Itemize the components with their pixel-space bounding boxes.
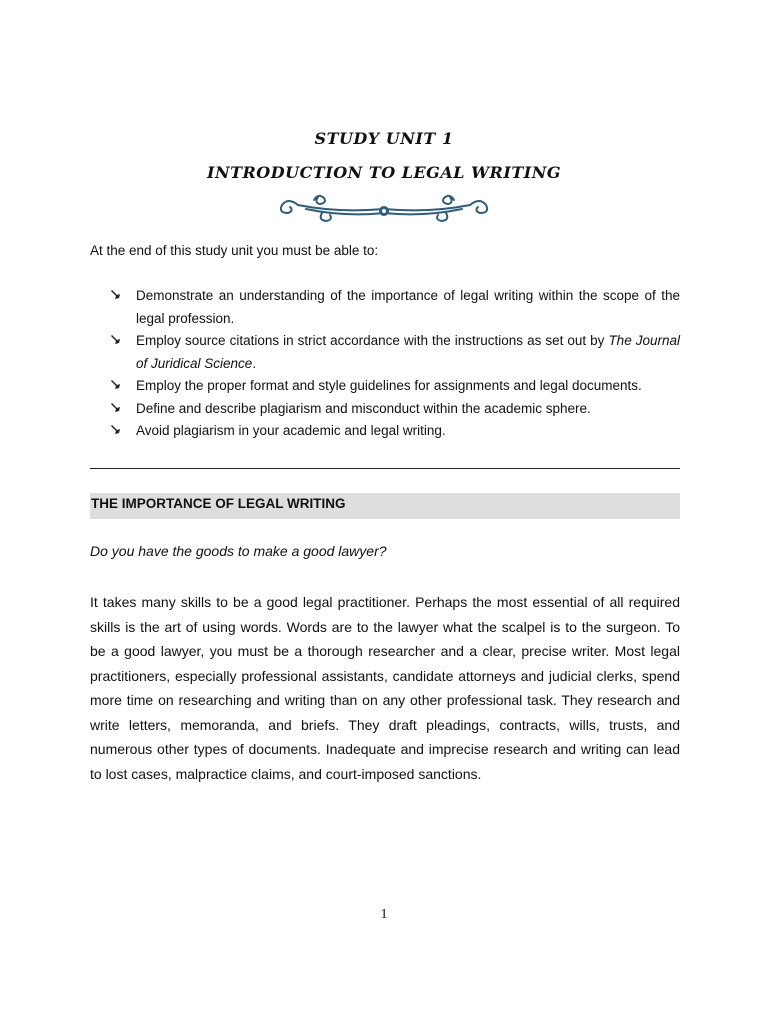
scroll-ornament-icon: [278, 191, 490, 223]
list-item: [110, 285, 680, 330]
objectives-list: [110, 285, 680, 443]
pointing-hand-icon: [110, 379, 122, 391]
journal-title: The Journal of Juridical Science: [136, 333, 680, 371]
list-item: [110, 420, 680, 443]
objectives-intro: At the end of this study unit you must be able to:: [90, 243, 379, 258]
objective-text: Employ the proper format and style guidelines for assignments and legal documents.: [136, 378, 642, 393]
pointing-hand-icon: [110, 334, 122, 346]
objective-text: Employ source citations in strict accordance with the instructions as set out by The Journal of Juridical Science.: [136, 333, 680, 371]
page-number: 1: [380, 907, 388, 922]
list-item: [110, 375, 680, 398]
section-divider: [90, 468, 680, 469]
objective-text: Avoid plagiarism in your academic and legal writing.: [136, 423, 446, 438]
section-question: Do you have the goods to make a good lawyer?: [90, 543, 387, 559]
unit-subtitle: INTRODUCTION TO LEGAL WRITING: [206, 163, 562, 182]
body-paragraph: It takes many skills to be a good legal practitioner. Perhaps the most essential of all required skills is the art of using words. Words are to the lawyer what the scalpel is to the surgeon. To be a good lawyer, you must be a thorough researcher and a clear, precise writer. Most legal practitioners, especially professional assistants, candidate attorneys and judicial clerks, spend more time on researching and writing than on any other professional task. They research and write letters, memoranda, and briefs. They draft pleadings, contracts, wills, trusts, and numerous other types of documents. Inadequate and imprecise research and writing can lead to lost cases, malpractice claims, and court-imposed sanctions.: [90, 594, 680, 782]
objective-text: Define and describe plagiarism and misconduct within the academic sphere.: [136, 400, 591, 416]
list-item: [110, 398, 680, 421]
objective-text: Demonstrate an understanding of the importance of legal writing within the scope of the legal profession.: [136, 288, 680, 326]
pointing-hand-icon: [110, 424, 122, 436]
unit-title: STUDY UNIT 1: [314, 129, 454, 148]
pointing-hand-icon: [110, 402, 122, 414]
list-item: [110, 330, 680, 375]
pointing-hand-icon: [110, 289, 122, 301]
section-heading: THE IMPORTANCE OF LEGAL WRITING: [91, 496, 346, 511]
section-heading-bar: [90, 493, 680, 519]
